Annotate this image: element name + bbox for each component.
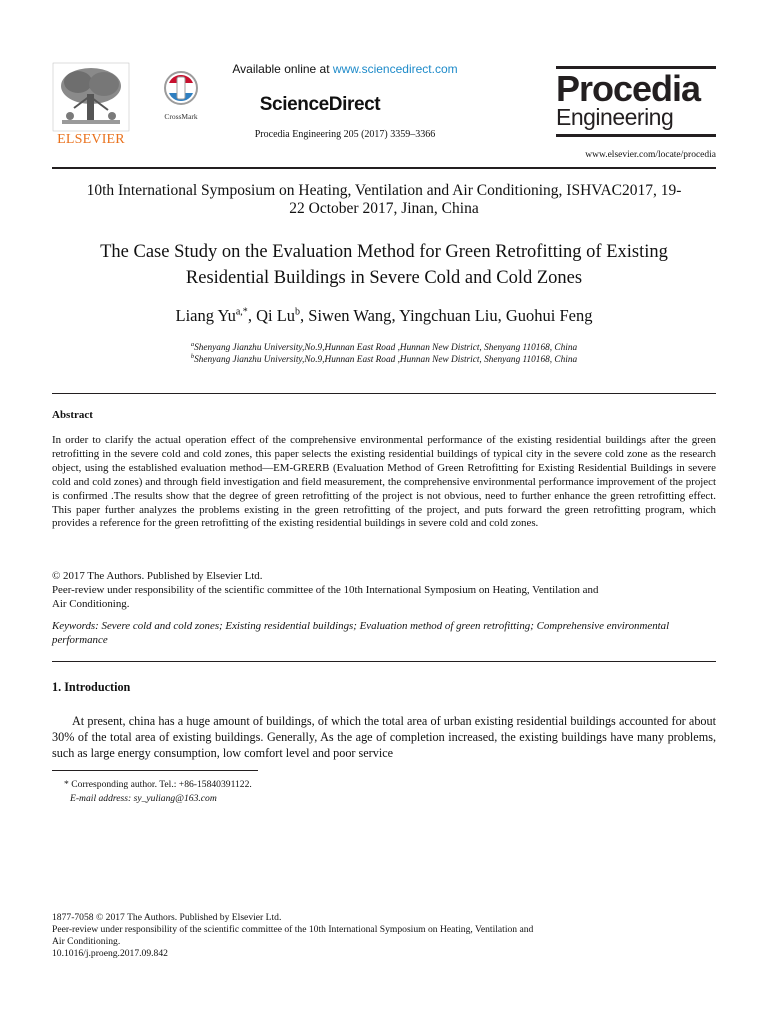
section-heading-introduction: 1. Introduction bbox=[52, 680, 131, 694]
author-name: Qi Lu bbox=[256, 306, 296, 325]
journal-url-link[interactable]: www.elsevier.com/locate/procedia bbox=[585, 150, 716, 160]
author-list bbox=[52, 306, 716, 326]
journal-logo bbox=[556, 66, 716, 137]
affiliation-a bbox=[52, 341, 716, 353]
author-superscript: a,* bbox=[235, 306, 248, 318]
abstract-heading: Abstract bbox=[52, 409, 93, 421]
affiliation-marker: b bbox=[190, 353, 195, 360]
footnote-rule bbox=[52, 770, 258, 771]
affiliation-marker: a bbox=[190, 341, 195, 348]
abstract-bottom-rule bbox=[52, 661, 716, 662]
article-title bbox=[52, 239, 716, 291]
copyright-line2: Peer-review under responsibility of the scientific committee of the 10th International Symposium on Heating, Ventilation and bbox=[52, 583, 599, 596]
article-title-line1: The Case Study on the Evaluation Method for Green Retrofitting of Existing bbox=[100, 242, 668, 262]
author-separator: , bbox=[497, 306, 506, 325]
journal-name-line2: Engineering bbox=[556, 104, 674, 130]
affiliation-text: Shenyang Jianzhu University,No.9,Hunnan East Road ,Hunnan New District, Shenyang 110168, China bbox=[194, 343, 578, 354]
affiliation-text: Shenyang Jianzhu University,No.9,Hunnan East Road ,Hunnan New District, Shenyang 110168, China bbox=[194, 355, 578, 366]
conference-line1: 10th International Symposium on Heating, Ventilation and Air Conditioning, ISHVAC2017, 19- bbox=[86, 182, 682, 199]
author-superscript: b bbox=[295, 306, 301, 318]
peer-review-line-cont: Air Conditioning. bbox=[52, 936, 121, 947]
author-separator: , bbox=[391, 306, 400, 325]
author-name: Siwen Wang bbox=[308, 306, 392, 325]
journal-name-line1: Procedia bbox=[556, 68, 701, 109]
header-divider bbox=[52, 167, 716, 169]
copyright-line1: © 2017 The Authors. Published by Elsevier Ltd. bbox=[52, 570, 263, 582]
corresponding-author-note: * Corresponding author. Tel.: +86-15840391122. bbox=[64, 779, 252, 790]
sciencedirect-link[interactable]: www.sciencedirect.com bbox=[332, 62, 458, 76]
introduction-paragraph: At present, china has a huge amount of buildings, of which the total area of urban existing residential buildings accounted for about 30% of the total area of existing buildings. Generally, As the age of completion increased, the existing buildings have many problems, such as large energy consumption, low comfort level and poor service bbox=[52, 714, 716, 760]
conference-name bbox=[52, 182, 716, 218]
copyright-line3: Air Conditioning. bbox=[52, 597, 130, 610]
doi-link[interactable]: 10.1016/j.proeng.2017.09.842 bbox=[52, 948, 168, 959]
sciencedirect-wordmark: ScienceDirect bbox=[259, 94, 381, 115]
conference-line2: 22 October 2017, Jinan, China bbox=[289, 200, 479, 217]
crossmark-icon bbox=[163, 70, 199, 106]
author-separator: , bbox=[247, 306, 257, 325]
author-name: Liang Yu bbox=[175, 306, 236, 325]
availability-line bbox=[215, 62, 475, 76]
issn-line: 1877-7058 © 2017 The Authors. Published by Elsevier Ltd. bbox=[52, 912, 282, 923]
abstract-body: In order to clarify the actual operation effect of the comprehensive environmental performance of the existing residential buildings after the green retrofitting in the severe cold and cold zones, this paper selects the existing residential buildings of typical city in the severe cold zone as the research object, using the established evaluation method—EM-GRERB (Evaluation Method of Green Retrofitting for Existing Residential Buildings in severe cold and cold zones) and through field investigation and field measurement, the comprehensive environmental performance improvement of the project is confirmed .The results show that the degree of green retrofitting of the project is not obvious, need to further enhance the green retrofitting effect. This paper further analyzes the problems existing in the green retrofitting of the project, and puts forward the green retrofitting program, which provides a reference for the green retrofitting of the existing residential buildings in severe cold and cold zones. bbox=[52, 434, 716, 530]
copyright-notice bbox=[52, 570, 716, 612]
author-name: Guohui Feng bbox=[505, 306, 593, 325]
availability-prefix: Available online at bbox=[232, 62, 333, 76]
article-title-line2: Residential Buildings in Severe Cold and Cold Zones bbox=[185, 268, 583, 288]
affiliation-b bbox=[52, 353, 716, 365]
peer-review-line: Peer-review under responsibility of the scientific committee of the 10th International Symposium on Heating, Ventilation and bbox=[52, 924, 534, 935]
abstract-top-rule bbox=[52, 393, 716, 394]
crossmark-label: CrossMark bbox=[164, 112, 198, 121]
journal-citation: Procedia Engineering 205 (2017) 3359–3366 bbox=[254, 129, 436, 140]
keywords bbox=[52, 620, 716, 648]
author-email: E-mail address: sy_yuliang@163.com bbox=[70, 793, 217, 804]
keywords-label: Keywords: bbox=[52, 620, 99, 632]
author-separator: , bbox=[300, 306, 309, 325]
crossmark-badge[interactable] bbox=[156, 70, 206, 121]
publisher-wordmark: ELSEVIER bbox=[57, 132, 125, 147]
publication-meta bbox=[52, 912, 716, 960]
author-name: Yingchuan Liu bbox=[399, 306, 498, 325]
keywords-text: Severe cold and cold zones; Existing residential buildings; Evaluation method of green retrofitting; Comprehensive environmental performance bbox=[52, 620, 670, 646]
